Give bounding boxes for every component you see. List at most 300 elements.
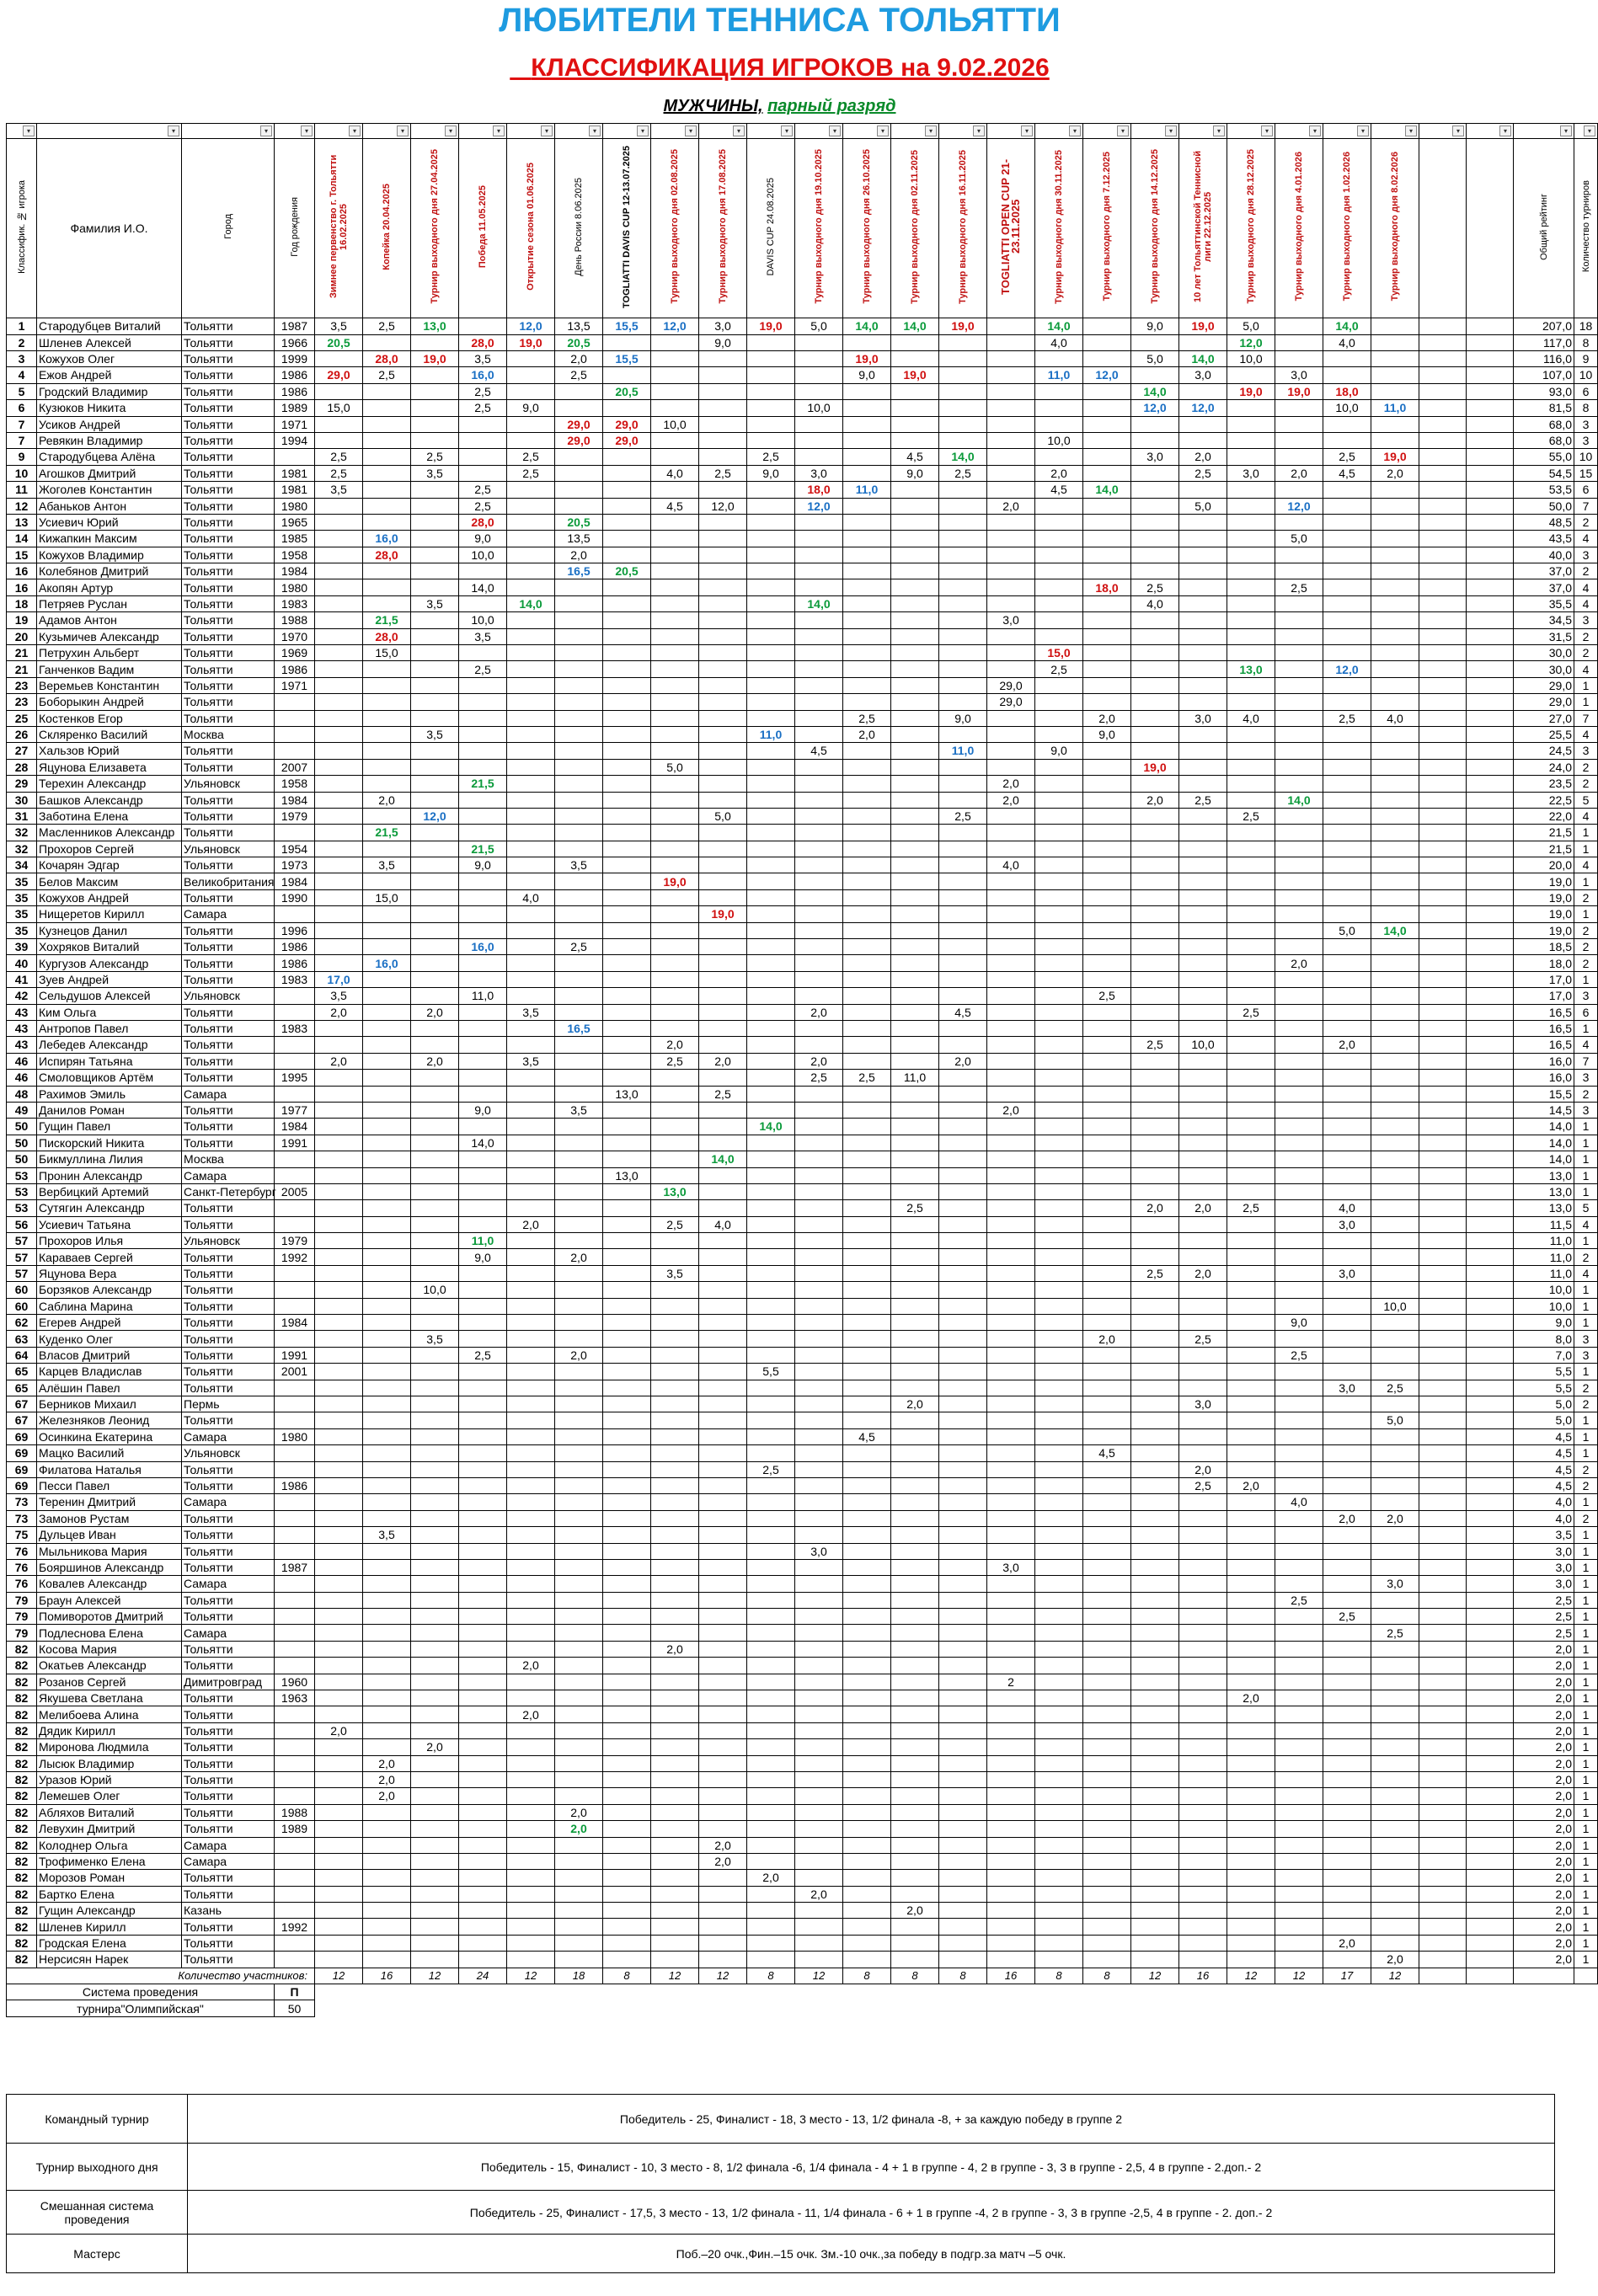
score-cell [1227,1380,1275,1396]
score-cell [315,661,363,677]
score-cell [411,857,459,873]
score-cell [1227,1771,1275,1787]
score-cell [1467,1804,1514,1820]
score-cell [1227,514,1275,530]
score-cell: 2,5 [651,1216,699,1232]
score-cell [603,1739,651,1755]
player-rank: 82 [7,1739,37,1755]
score-cell: 19,0 [507,334,555,350]
score-cell [507,1396,555,1412]
score-cell [507,1102,555,1118]
score-cell [411,1412,459,1428]
filter-dropdown-button[interactable]: ▾ [445,125,457,136]
score-cell [747,514,795,530]
player-city: Тольятти [182,547,275,563]
player-tournament-count: 9 [1574,350,1598,366]
filter-dropdown-button[interactable]: ▾ [493,125,505,136]
player-rank: 43 [7,1021,37,1037]
score-cell [747,971,795,987]
score-cell [1227,400,1275,416]
rule-label: Смешанная система проведения [7,2191,188,2235]
player-rank: 20 [7,628,37,644]
score-cell: 12,0 [1179,400,1227,416]
filter-dropdown-button[interactable]: ▾ [589,125,601,136]
score-cell [939,759,987,775]
score-cell: 2,5 [315,465,363,481]
score-cell [1179,1494,1227,1510]
participants-count: 8 [843,1968,891,1984]
filter-dropdown-button[interactable]: ▾ [168,125,179,136]
score-cell [1323,1428,1371,1444]
player-rank: 64 [7,1347,37,1363]
player-total-rating: 5,0 [1514,1396,1574,1412]
score-cell [987,1265,1035,1281]
score-cell [843,1461,891,1477]
score-cell [459,449,507,465]
score-cell [1371,1658,1419,1674]
score-cell [1083,1021,1131,1037]
player-name: Абляхов Виталий [37,1804,182,1820]
score-cell: 15,0 [1035,645,1083,661]
score-cell [1419,955,1467,971]
score-cell [747,334,795,350]
filter-dropdown-button[interactable]: ▾ [781,125,793,136]
player-name: Ежов Андрей [37,367,182,383]
player-tournament-count: 1 [1574,1821,1598,1837]
score-cell [987,1086,1035,1102]
player-birth-year: 1984 [275,873,315,889]
score-cell [1083,1870,1131,1886]
score-cell [1227,1543,1275,1559]
score-cell [891,792,939,808]
score-cell [939,1935,987,1951]
score-cell: 2,5 [459,661,507,677]
score-cell: 3,0 [1179,710,1227,726]
score-cell [699,1935,747,1951]
score-cell [651,1935,699,1951]
filter-dropdown-button[interactable]: ▾ [349,125,361,136]
score-cell [843,1853,891,1869]
score-cell [459,1706,507,1722]
filter-dropdown-button[interactable]: ▾ [685,125,697,136]
score-cell [987,1396,1035,1412]
filter-dropdown-button[interactable]: ▾ [1261,125,1273,136]
score-cell [315,1445,363,1461]
score-cell [1419,1037,1467,1053]
player-total-rating: 13,0 [1514,1167,1574,1183]
player-name: Масленников Александр [37,825,182,841]
score-cell [1179,1788,1227,1804]
score-cell [1371,1853,1419,1869]
filter-dropdown-button[interactable]: ▾ [1069,125,1081,136]
score-cell [843,792,891,808]
player-city: Тольятти [182,1706,275,1722]
score-cell [747,1396,795,1412]
filter-dropdown-button[interactable]: ▾ [1584,125,1595,136]
score-cell [1371,563,1419,579]
player-tournament-count: 4 [1574,531,1598,547]
score-cell [939,1886,987,1902]
score-cell [795,1576,843,1592]
score-cell [1179,1739,1227,1755]
player-rank: 5 [7,383,37,399]
score-cell [1083,1674,1131,1690]
player-birth-year [275,1853,315,1869]
filter-dropdown-button[interactable]: ▾ [1021,125,1033,136]
player-name: Сельдушов Алексей [37,988,182,1004]
score-cell [699,776,747,792]
score-cell [1371,367,1419,383]
score-cell [651,547,699,563]
player-birth-year [275,726,315,742]
score-cell [411,873,459,889]
table-row [7,514,1598,530]
score-cell [651,694,699,710]
score-cell [555,1674,603,1690]
player-rank: 67 [7,1412,37,1428]
score-cell [1083,1298,1131,1314]
score-cell [363,1445,411,1461]
player-birth-year: 1991 [275,1135,315,1151]
score-cell [1371,1037,1419,1053]
score-cell: 2,0 [891,1396,939,1412]
score-cell [1371,1315,1419,1331]
score-cell [1227,1102,1275,1118]
filter-dropdown-button[interactable]: ▾ [1452,125,1464,136]
score-cell [1275,595,1323,611]
score-cell: 14,0 [1323,318,1371,334]
score-cell [363,710,411,726]
score-cell [987,1641,1035,1657]
player-birth-year: 1986 [275,661,315,677]
score-cell [651,1853,699,1869]
score-cell [939,841,987,857]
score-cell: 19,0 [891,367,939,383]
filter-dropdown-button[interactable]: ▾ [1357,125,1369,136]
score-cell [1419,1527,1467,1543]
score-cell [1083,628,1131,644]
score-cell: 21,5 [363,825,411,841]
score-cell [1275,1364,1323,1380]
score-cell [459,1265,507,1281]
score-cell [843,988,891,1004]
score-cell [555,710,603,726]
score-cell [795,1461,843,1477]
score-cell: 2,0 [507,1706,555,1722]
score-cell [1275,1870,1323,1886]
score-cell [1131,1477,1179,1493]
score-cell [1419,318,1467,334]
score-cell [651,661,699,677]
filter-dropdown-button[interactable]: ▾ [877,125,889,136]
score-cell [891,432,939,448]
score-cell [1083,694,1131,710]
player-name: Ганченков Вадим [37,661,182,677]
score-cell [603,1674,651,1690]
score-cell [843,1200,891,1216]
score-cell [507,1543,555,1559]
score-cell [315,1510,363,1526]
score-cell [555,1494,603,1510]
score-cell [1131,1625,1179,1641]
score-cell [1227,1706,1275,1722]
score-cell [795,563,843,579]
player-city: Казань [182,1903,275,1919]
score-cell [699,1380,747,1396]
player-name: Скляренко Василий [37,726,182,742]
header-tournament-label: Турнир выходного дня 4.01.2026 [1294,152,1304,302]
player-total-rating: 18,0 [1514,955,1574,971]
filter-dropdown-button[interactable]: ▾ [973,125,985,136]
score-cell [1179,1886,1227,1902]
score-cell [1275,1837,1323,1853]
score-cell [843,1445,891,1461]
header-city [182,139,275,318]
score-cell [1371,1771,1419,1787]
player-rank: 69 [7,1477,37,1493]
score-cell [1227,1086,1275,1102]
score-cell [1179,857,1227,873]
table-row [7,1559,1598,1575]
player-total-rating: 2,0 [1514,1870,1574,1886]
score-cell [1467,1445,1514,1461]
score-cell [411,971,459,987]
score-cell [459,1609,507,1625]
score-cell [891,1674,939,1690]
score-cell [1275,1853,1323,1869]
player-city: Тольятти [182,1804,275,1820]
filter-dropdown-button[interactable]: ▾ [1560,125,1572,136]
score-cell [699,579,747,595]
score-cell [603,1788,651,1804]
score-cell [1179,1690,1227,1706]
score-cell [411,432,459,448]
table-row [7,400,1598,416]
score-cell [363,1265,411,1281]
player-tournament-count: 1 [1574,1315,1598,1331]
score-cell [1035,1510,1083,1526]
score-cell [507,1233,555,1249]
filter-dropdown-button[interactable]: ▾ [1117,125,1129,136]
filter-dropdown-button[interactable]: ▾ [397,125,409,136]
score-cell [747,547,795,563]
score-cell [987,726,1035,742]
score-cell [939,1135,987,1151]
player-total-rating: 3,5 [1514,1527,1574,1543]
player-city: Тольятти [182,1609,275,1625]
score-cell [1131,1428,1179,1444]
score-cell [459,1494,507,1510]
player-rank: 19 [7,612,37,628]
score-cell [555,1183,603,1199]
score-cell [843,1396,891,1412]
score-cell [1467,939,1514,955]
score-cell [1371,1722,1419,1738]
score-cell [1467,1037,1514,1053]
score-cell [1131,1461,1179,1477]
score-cell [1419,612,1467,628]
score-cell [651,1364,699,1380]
player-name: Мелибоева Алина [37,1706,182,1722]
player-birth-year: 1981 [275,465,315,481]
score-cell [1275,1625,1323,1641]
score-cell [843,922,891,938]
score-cell [1419,482,1467,498]
score-cell [747,563,795,579]
score-cell: 2,0 [1179,449,1227,465]
score-cell [363,841,411,857]
score-cell [1083,416,1131,432]
player-total-rating: 11,0 [1514,1249,1574,1265]
player-rank: 34 [7,857,37,873]
score-cell [555,1527,603,1543]
score-cell [747,1722,795,1738]
score-cell [411,1706,459,1722]
score-cell [1371,1559,1419,1575]
score-cell [651,743,699,759]
score-cell [1371,612,1419,628]
table-row [7,1380,1598,1396]
score-cell [651,1771,699,1787]
filter-dropdown-button[interactable]: ▾ [637,125,649,136]
score-cell [507,1690,555,1706]
score-cell [603,1183,651,1199]
score-cell [1371,1690,1419,1706]
filter-dropdown-button[interactable]: ▾ [1309,125,1321,136]
score-cell [747,1609,795,1625]
score-cell [939,1625,987,1641]
filter-dropdown-button[interactable]: ▾ [925,125,937,136]
player-tournament-count: 1 [1574,1641,1598,1657]
score-cell: 2,5 [843,710,891,726]
score-cell [603,1021,651,1037]
player-birth-year: 1958 [275,547,315,563]
score-cell [315,677,363,693]
player-name: Колоднер Ольга [37,1837,182,1853]
score-cell [1467,645,1514,661]
score-cell [987,318,1035,334]
score-cell: 2,0 [507,1658,555,1674]
score-cell [699,1559,747,1575]
score-cell [1131,1070,1179,1086]
player-name: Кижапкин Максим [37,531,182,547]
player-rank: 53 [7,1167,37,1183]
score-cell: 2,5 [699,1086,747,1102]
score-cell: 4,0 [507,889,555,905]
player-birth-year: 2005 [275,1183,315,1199]
score-cell [1419,1396,1467,1412]
player-total-rating: 5,5 [1514,1364,1574,1380]
score-cell [891,988,939,1004]
score-cell [1419,1903,1467,1919]
score-cell [507,1331,555,1347]
player-birth-year: 1977 [275,1102,315,1118]
player-rank: 35 [7,873,37,889]
score-cell [651,792,699,808]
score-cell [603,595,651,611]
filter-dropdown-button[interactable]: ▾ [541,125,553,136]
player-total-rating: 2,0 [1514,1903,1574,1919]
player-name: Борзяков Александр [37,1282,182,1298]
player-rank: 40 [7,955,37,971]
score-cell: 28,0 [363,350,411,366]
filter-dropdown-button[interactable]: ▾ [829,125,841,136]
player-city: Тольятти [182,1265,275,1281]
score-cell [795,1151,843,1167]
score-cell [987,939,1035,955]
participants-count: 12 [699,1968,747,1984]
player-total-rating: 16,5 [1514,1021,1574,1037]
score-cell [411,1167,459,1183]
player-rank: 82 [7,1641,37,1657]
score-cell: 3,5 [411,726,459,742]
score-cell [651,677,699,693]
filter-dropdown-button[interactable]: ▾ [1165,125,1177,136]
score-cell [1035,1070,1083,1086]
participants-label: Количество участников: [7,1968,315,1984]
table-row [7,1102,1598,1118]
score-cell [1035,857,1083,873]
score-cell [1227,677,1275,693]
score-cell [843,677,891,693]
filter-dropdown-button[interactable]: ▾ [1405,125,1417,136]
player-rank: 82 [7,1853,37,1869]
player-rank: 3 [7,350,37,366]
score-cell [1467,1428,1514,1444]
score-cell [987,1200,1035,1216]
score-cell [1371,1021,1419,1037]
filter-dropdown-button[interactable]: ▾ [23,125,35,136]
score-cell [699,1755,747,1771]
score-cell [1227,1609,1275,1625]
score-cell [1371,1903,1419,1919]
score-cell [1323,1690,1371,1706]
score-cell [747,677,795,693]
score-cell [1275,1804,1323,1820]
score-cell [1467,449,1514,465]
filter-dropdown-button[interactable]: ▾ [733,125,745,136]
filter-dropdown-button[interactable]: ▾ [301,125,313,136]
filter-dropdown-button[interactable]: ▾ [1213,125,1225,136]
score-cell: 18,0 [1083,579,1131,595]
score-cell [459,1576,507,1592]
score-cell [747,1151,795,1167]
score-cell [1035,1494,1083,1510]
score-cell [1467,1674,1514,1690]
score-cell [1131,1658,1179,1674]
score-cell [1371,1886,1419,1902]
score-cell [747,1788,795,1804]
player-birth-year: 1984 [275,563,315,579]
score-cell: 2,5 [1131,1037,1179,1053]
score-cell [939,416,987,432]
score-cell [1323,350,1371,366]
player-tournament-count: 1 [1574,1494,1598,1510]
score-cell [1035,1037,1083,1053]
score-cell [1419,645,1467,661]
score-cell [1323,841,1371,857]
score-cell [939,677,987,693]
score-cell [795,1935,843,1951]
score-cell [603,1853,651,1869]
score-cell [1083,1347,1131,1363]
score-cell [939,1298,987,1314]
score-cell [795,531,843,547]
score-cell [843,1315,891,1331]
filter-dropdown-button[interactable]: ▾ [1499,125,1511,136]
filter-dropdown-button[interactable]: ▾ [260,125,272,136]
score-cell: 3,5 [459,628,507,644]
